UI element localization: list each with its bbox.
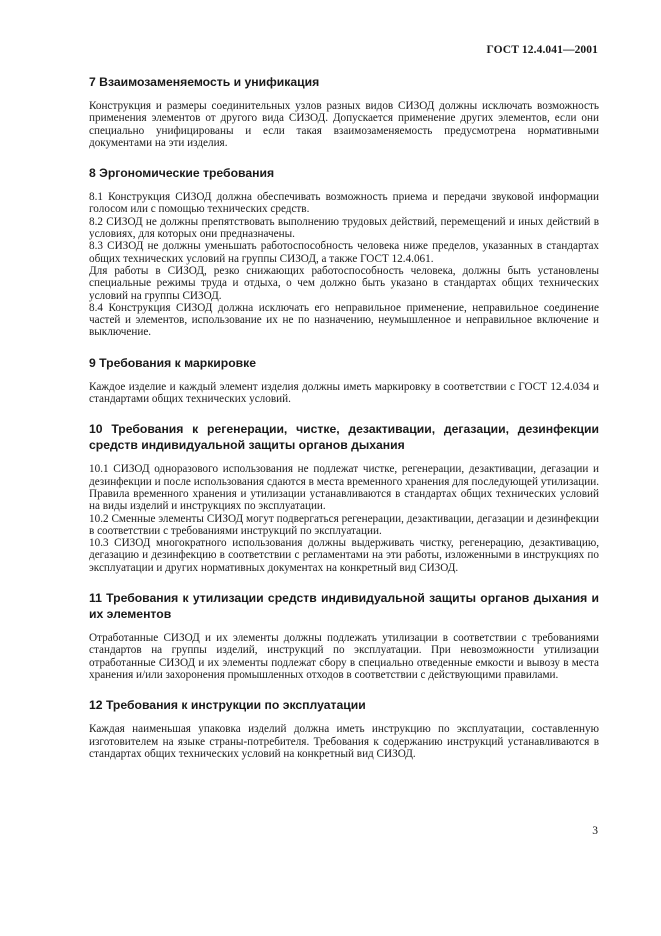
section-7-paragraph: Конструкция и размеры соединительных узлов разных видов СИЗОД должны исключать возможность применения элементов от другого вида СИЗОД. Допускается применение других элементов, если они специально унифицированы и если такая взаимозаменяемость предусмотрена нормативными документами на эти изделия. [89, 100, 599, 149]
section-9-paragraph: Каждое изделие и каждый элемент изделия должны иметь маркировку в соответствии с ГОСТ 12.4.034 и стандартами общих технических условий. [89, 380, 599, 406]
section-11 [89, 590, 599, 681]
section-7-title: 7 Взаимозаменяемость и унификация [89, 75, 320, 89]
section-10-paragraph-3: 10.3 СИЗОД многократного использования должны выдерживать чистку, регенерацию, дезактивацию, дегазацию и дезинфекцию в соответствии с регламентами на эти работы, изложенными в инструкциях по эксплуатации и других нормативных документах на конкретный вид СИЗОД. [89, 537, 599, 574]
section-8-paragraph-2: 8.2 СИЗОД не должны препятствовать выполнению трудовых действий, перемещений и иных действий в условиях, для которых они предназначены. [89, 215, 599, 241]
section-8-paragraph-3: 8.3 СИЗОД не должны уменьшать работоспособность человека ниже пределов, указанных в стандартах общих технических условий на группы СИЗОД, а также ГОСТ 12.4.061. [89, 240, 599, 265]
section-8-paragraph-5: 8.4 Конструкция СИЗОД должна исключать его неправильное применение, неправильное соединение частей и элементов, использование их не по назначению, неумышленное и неправильное включение и выключение. [89, 301, 599, 339]
section-10 [89, 421, 599, 574]
section-8 [89, 165, 599, 339]
section-11-paragraph: Отработанные СИЗОД и их элементы должны подлежать утилизации в соответствии с требованиями стандартов на группы изделий, инструкций по эксплуатации. При невозможности утилизации отработанные СИЗОД и их элементы подлежат сбору в специально отведенные емкости и вывозу в места хранения и/или захоронения промышленных отходов в соответствии с действующими правилами. [89, 632, 599, 681]
section-10-title: 10 Требования к регенерации, чистке, дезактивации, дегазации, дезинфекции средств индивидуальной защиты органов дыхания [89, 422, 599, 453]
section-10-paragraph-1: 10.1 СИЗОД одноразового использования не подлежат чистке, регенерации, дезактивации, дегазации и дезинфекции и после использования сдаются в места временного хранения для последующей утилизации. Правила временного хранения и утилизации устанавливаются в стандартах общих технических условий на виды изделий и инструкциях по эксплуатации. [89, 463, 599, 513]
section-10-paragraph-2: 10.2 Сменные элементы СИЗОД могут подвергаться регенерации, дезактивации, дегазации и дезинфекции в соответствии с требованиями инструкций по эксплуатации. [89, 512, 599, 537]
document-code: ГОСТ 12.4.041—2001 [486, 44, 598, 56]
section-12-title: 12 Требования к инструкции по эксплуатации [89, 698, 366, 713]
section-8-paragraph-1: 8.1 Конструкция СИЗОД должна обеспечивать возможность приема и передачи звуковой информации голосом или с помощью технических средств. [89, 191, 599, 216]
section-8-title: 8 Эргономические требования [89, 166, 275, 181]
section-12 [89, 697, 599, 760]
section-8-paragraph-4: Для работы в СИЗОД, резко снижающих работоспособность человека, должны быть установлены специальные режимы труда и отдыха, о чем должно быть указано в стандартах общих технических условий на группы СИЗОД. [89, 264, 599, 302]
section-9-title: 9 Требования к маркировке [89, 355, 257, 370]
section-7 [89, 74, 599, 149]
section-9 [89, 355, 599, 406]
page-number: 3 [592, 825, 598, 837]
document-body [89, 74, 599, 760]
section-11-title: 11 Требования к утилизации средств индивидуальной защиты органов дыхания и их элементов [89, 591, 599, 622]
section-12-paragraph: Каждая наименьшая упаковка изделий должна иметь инструкцию по эксплуатации, составленную изготовителем на языке страны-потребителя. Требования к содержанию инструкций устанавливаются в стандартах общих технических условий на конкретный вид СИЗОД. [89, 723, 599, 760]
